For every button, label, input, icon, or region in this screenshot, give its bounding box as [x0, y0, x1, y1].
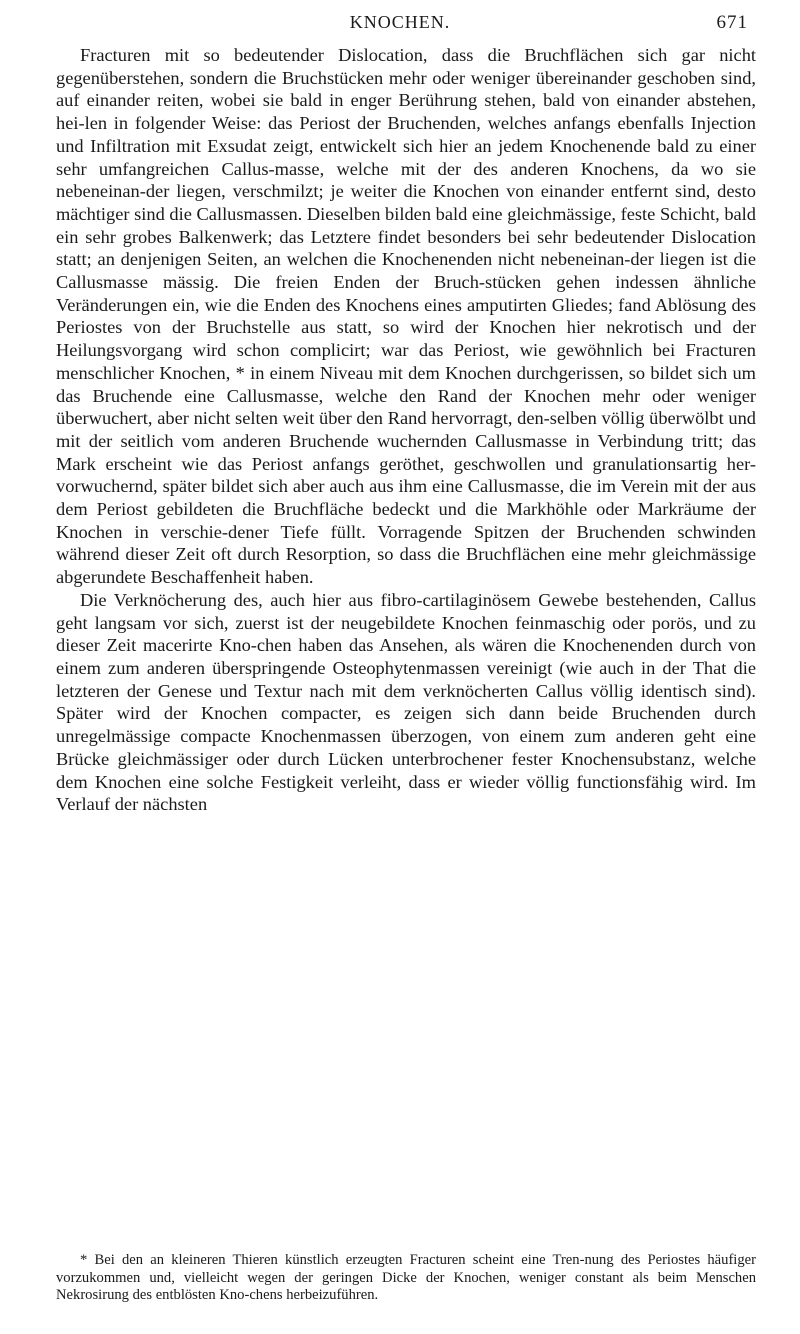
footnote-text: * Bei den an kleineren Thieren künstlich erzeugten Fracturen scheint eine Tren-nung des Periostes häufiger vorzukommen und, vielleicht wegen der geringen Dicke der Knochen, weniger constant als beim Menschen Nekrosirung des entblösten Kno-chens herbeizuführen. — [56, 1252, 756, 1303]
paragraph-1: Fracturen mit so bedeutender Dislocation, dass die Bruchflächen sich gar nicht gegenüberstehen, sondern die Bruchstücken mehr oder weniger übereinander geschoben sind, auf einander reiten, wobei sie bald in enger Berührung stehen, bald von einander abstehen, hei-len in folgender Weise: das Periost der Bruchenden, welches anfangs ebenfalls Injection und Infiltration mit Exsudat zeigt, entwickelt sich hier an jedem Knochenende bald zu einer sehr umfangreichen Callus-masse, welche mit der des anderen Knochens, da wo sie nebeneinan-der liegen, verschmilzt; je weiter die Knochen von einander entfernt sind, desto mächtiger sind die Callusmassen. Dieselben bilden bald eine gleichmässige, feste Schicht, bald ein sehr grobes Balkenwerk; das Letztere findet besonders bei sehr bedeutender Dislocation statt; an denjenigen Seiten, an welchen die Knochenenden nicht nebeneinan-der liegen ist die Callusmasse mässig. Die freien Enden der Bruch-stücken gehen indessen ähnliche Veränderungen ein, wie die Enden des Knochens eines amputirten Gliedes; fand Ablösung des Periostes von der Bruchstelle aus statt, so wird der Knochen hier nekrotisch und der Heilungsvorgang wird schon complicirt; war das Periost, wie gewöhnlich bei Fracturen menschlicher Knochen, * in einem Niveau mit dem Knochen durchgerissen, so bildet sich um das Bruchende eine Callusmasse, welche den Rand der Knochen mehr oder weniger überwuchert, aber nicht selten weit über den Rand hervorragt, den-selben völlig überwölbt und mit der seitlich vom anderen Bruchende wuchernden Callusmasse in Verbindung tritt; das Mark erscheint wie das Periost anfangs geröthet, geschwollen und granulationsartig her-vorwuchernd, später bildet sich aber auch aus ihm eine Callusmasse, die im Verein mit der aus dem Periost gebildeten die Bruchfläche bedeckt und die Markhöhle oder Markräume der Knochen in verschie-dener Tiefe füllt. Vorragende Spitzen der Bruchenden schwinden während dieser Zeit oft durch Resorption, so dass die Bruchflächen eine mehr gleichmässige abgerundete Beschaffenheit haben. — [56, 45, 756, 588]
running-head — [0, 12, 800, 36]
running-title: KNOCHEN. — [349, 12, 451, 32]
page-number: 671 — [716, 12, 748, 33]
body-text — [56, 44, 756, 816]
paragraph-2: Die Verknöcherung des, auch hier aus fibro-cartilaginösem Gewebe bestehenden, Callus geht langsam vor sich, zuerst ist der neugebildete Knochen feinmaschig oder porös, und zu dieser Zeit macerirte Kno-chen haben das Ansehen, als wären die Knochenenden durch von einem zum anderen überspringende Osteophytenmassen vereinigt (wie auch in der That die letzteren der Genese und Textur nach mit dem verknöcherten Callus völlig identisch sind). Später wird der Knochen compacter, es zeigen sich dann beide Bruchenden durch unregelmässige compacte Knochenmassen überzogen, von einem zum anderen geht eine Brücke gleichmässiger oder durch Lücken unterbrochener fester Knochensubstanz, welche dem Knochen eine solche Festigkeit verleiht, dass er wieder völlig functionsfähig wird. Im Verlauf der nächsten — [56, 589, 756, 815]
footnote — [56, 1252, 756, 1305]
